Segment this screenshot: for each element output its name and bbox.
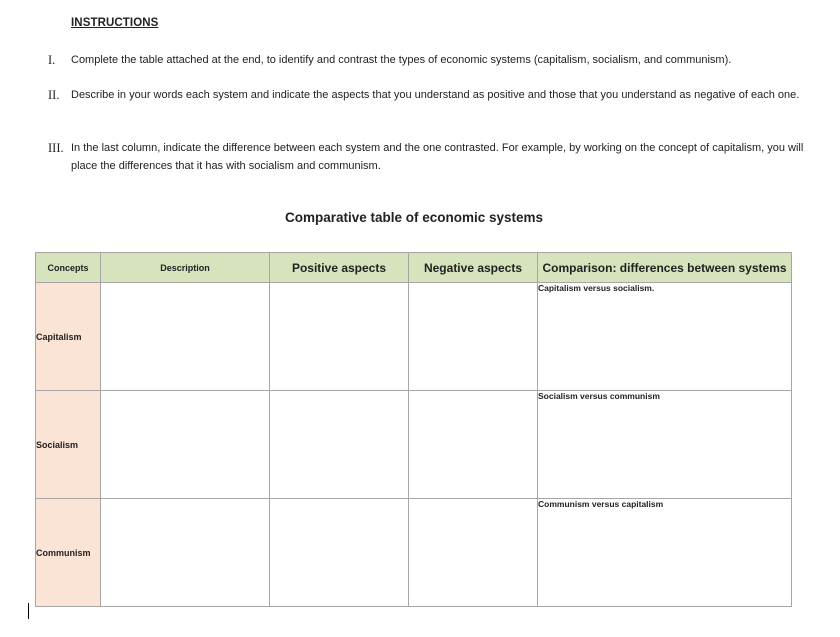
concept-cell-capitalism: Capitalism <box>36 283 101 391</box>
instructions-heading: INSTRUCTIONS <box>71 17 159 29</box>
comparison-cell[interactable]: Socialism versus communism <box>538 391 792 499</box>
table-title: Comparative table of economic systems <box>284 210 544 225</box>
header-concepts: Concepts <box>36 253 101 283</box>
comparison-cell[interactable]: Communism versus capitalism <box>538 499 792 607</box>
table-row <box>36 283 792 391</box>
instruction-numeral: I. <box>48 53 56 67</box>
negative-cell[interactable] <box>409 283 538 391</box>
instruction-text: Describe in your words each system and indicate the aspects that you understand as positive and those that you understand as negative of each one. <box>71 89 800 101</box>
instruction-numeral: III. <box>48 141 64 155</box>
positive-cell[interactable] <box>270 391 409 499</box>
table-row <box>36 499 792 607</box>
description-cell[interactable] <box>101 499 270 607</box>
negative-cell[interactable] <box>409 391 538 499</box>
table-header-row <box>36 253 792 283</box>
header-description: Description <box>101 253 270 283</box>
positive-cell[interactable] <box>270 283 409 391</box>
header-negative-aspects: Negative aspects <box>409 253 538 283</box>
positive-cell[interactable] <box>270 499 409 607</box>
description-cell[interactable] <box>101 391 270 499</box>
instruction-item-1 <box>48 51 808 69</box>
comparative-table <box>35 252 792 607</box>
table-row <box>36 391 792 499</box>
concept-cell-socialism: Socialism <box>36 391 101 499</box>
header-positive-aspects: Positive aspects <box>270 253 409 283</box>
header-comparison: Comparison: differences between systems <box>538 253 792 283</box>
instruction-text: In the last column, indicate the difference between each system and the one contrasted. For example, by working on the concept of capitalism, you will place the differences that it has with socialism and communism. <box>71 142 804 172</box>
description-cell[interactable] <box>101 283 270 391</box>
instruction-item-2 <box>48 86 808 104</box>
instruction-item-3 <box>48 139 808 175</box>
concept-cell-communism: Communism <box>36 499 101 607</box>
instruction-text: Complete the table attached at the end, to identify and contrast the types of economic systems (capitalism, socialism, and communism). <box>71 54 732 66</box>
instruction-numeral: II. <box>48 88 60 102</box>
text-cursor <box>28 603 29 619</box>
comparison-cell[interactable]: Capitalism versus socialism. <box>538 283 792 391</box>
negative-cell[interactable] <box>409 499 538 607</box>
